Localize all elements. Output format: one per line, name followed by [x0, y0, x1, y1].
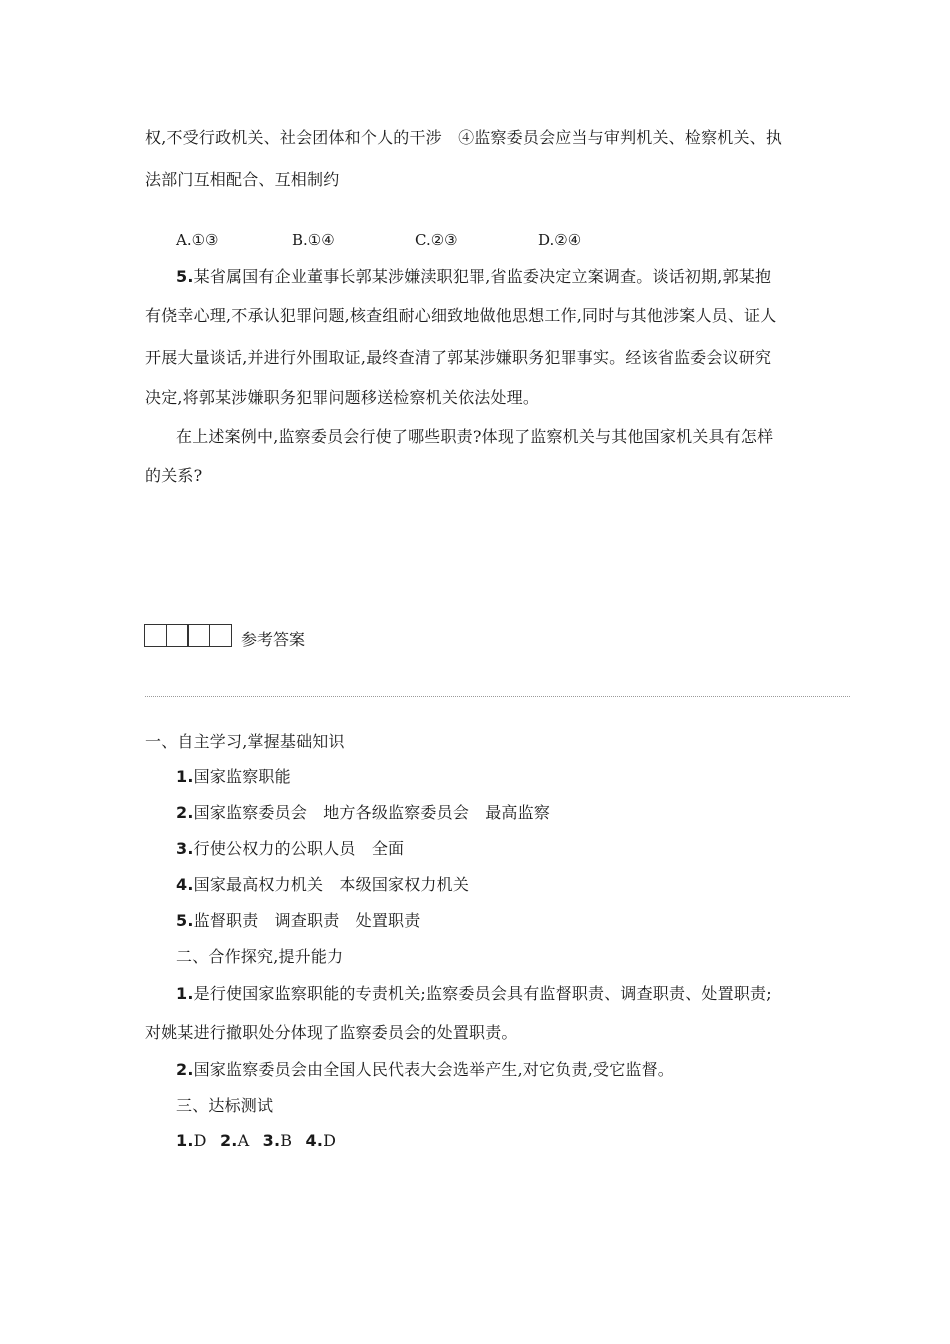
box-shape — [187, 624, 210, 647]
question-5-line: 5.某省属国有企业董事长郭某涉嫌渎职犯罪,省监委决定立案调查。谈话初期,郭某抱 — [176, 267, 772, 286]
section-heading: 二、合作探究,提升能力 — [176, 947, 344, 966]
answer-header-boxes — [144, 624, 230, 647]
section-heading: 三、达标测试 — [176, 1096, 274, 1115]
question-5-line: 开展大量谈话,并进行外围取证,最终查清了郭某涉嫌职务犯罪事实。经该省监委会议研究 — [145, 348, 772, 367]
answer-header-title: 参考答案 — [241, 630, 306, 649]
answer-item: 2.国家监察委员会由全国人民代表大会选举产生,对它负责,受它监督。 — [176, 1060, 674, 1079]
option-c: C.②③ — [415, 231, 458, 249]
test-answers: 1.D 2.A 3.B 4.D — [176, 1131, 337, 1150]
answer-item: 3.行使公权力的公职人员 全面 — [176, 839, 405, 858]
box-shape — [209, 624, 232, 647]
option-b: B.①④ — [292, 231, 335, 249]
question-stem-line: 权,不受行政机关、社会团体和个人的干涉 ④监察委员会应当与审判机关、检察机关、执 — [145, 128, 783, 147]
answer-item: 5.监督职责 调查职责 处置职责 — [176, 911, 421, 930]
question-5-line: 有侥幸心理,不承认犯罪问题,核查组耐心细致地做他思想工作,同时与其他涉案人员、证人 — [145, 306, 777, 325]
dotted-divider — [145, 696, 850, 697]
answer-item-continuation: 对姚某进行撤职处分体现了监察委员会的处置职责。 — [145, 1023, 518, 1042]
answer-item: 4.国家最高权力机关 本级国家权力机关 — [176, 875, 470, 894]
question-stem-line: 法部门互相配合、互相制约 — [145, 170, 340, 189]
answer-item: 1.国家监察职能 — [176, 767, 291, 786]
option-a: A.①③ — [176, 231, 219, 249]
box-shape — [166, 624, 189, 647]
question-number: 5. — [176, 267, 194, 286]
question-5-line: 决定,将郭某涉嫌职务犯罪问题移送检察机关依法处理。 — [145, 388, 540, 407]
question-5-prompt: 在上述案例中,监察委员会行使了哪些职责?体现了监察机关与其他国家机关具有怎样 — [176, 427, 774, 446]
question-5-prompt: 的关系? — [145, 466, 203, 485]
option-d: D.②④ — [538, 231, 582, 249]
answer-item: 2.国家监察委员会 地方各级监察委员会 最高监察 — [176, 803, 551, 822]
box-shape — [144, 624, 167, 647]
answer-item: 1.是行使国家监察职能的专责机关;监察委员会具有监督职责、调查职责、处置职责; — [176, 984, 772, 1003]
section-heading: 一、自主学习,掌握基础知识 — [145, 732, 345, 751]
